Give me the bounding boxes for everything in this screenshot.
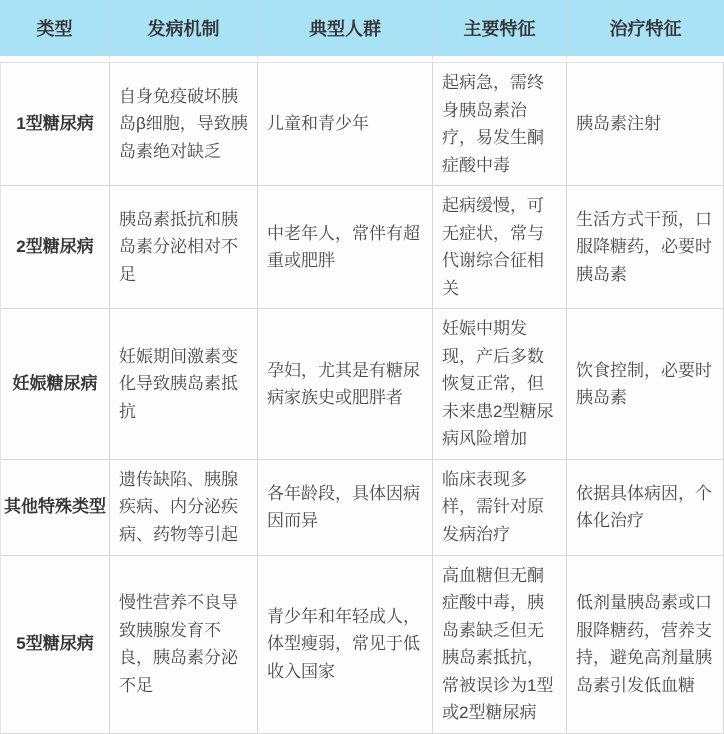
cell-mechanism: 遗传缺陷、胰腺疾病、内分泌疾病、药物等引起: [110, 460, 258, 556]
cell-mechanism: 妊娠期间激素变化导致胰岛素抵抗: [110, 309, 258, 460]
cell-treatment: 低剂量胰岛素或口服降糖药，营养支持，避免高剂量胰岛素引发低血糖: [567, 556, 724, 734]
cell-population: 儿童和青少年: [258, 62, 433, 186]
cell-treatment: 胰岛素注射: [567, 62, 724, 186]
cell-mechanism: 慢性营养不良导致胰腺发育不良，胰岛素分泌不足: [110, 556, 258, 734]
cell-mechanism: 自身免疫破坏胰岛β细胞，导致胰岛素绝对缺乏: [110, 62, 258, 186]
cell-type: 2型糖尿病: [0, 186, 110, 309]
cell-mechanism: 胰岛素抵抗和胰岛素分泌相对不足: [110, 186, 258, 309]
table-row-type1: [0, 62, 724, 186]
cell-type: 其他特殊类型: [0, 460, 110, 556]
column-header-population: 典型人群: [258, 0, 433, 62]
cell-treatment: 依据具体病因，个体化治疗: [567, 460, 724, 556]
table-row-gestational: [0, 309, 724, 460]
column-header-features: 主要特征: [433, 0, 567, 62]
header-row: [0, 0, 724, 62]
cell-features: 高血糖但无酮症酸中毒，胰岛素缺乏但无胰岛素抵抗，常被误诊为1型或2型糖尿病: [433, 556, 567, 734]
cell-population: 孕妇，尤其是有糖尿病家族史或肥胖者: [258, 309, 433, 460]
cell-features: 起病急，需终身胰岛素治疗，易发生酮症酸中毒: [433, 62, 567, 186]
cell-type: 5型糖尿病: [0, 556, 110, 734]
cell-type: 1型糖尿病: [0, 62, 110, 186]
table-row-other-special: [0, 460, 724, 556]
cell-treatment: 饮食控制，必要时胰岛素: [567, 309, 724, 460]
cell-features: 起病缓慢，可无症状，常与代谢综合征相关: [433, 186, 567, 309]
column-header-treatment: 治疗特征: [567, 0, 724, 62]
table-row-type5: [0, 556, 724, 734]
cell-population: 各年龄段，具体因病因而异: [258, 460, 433, 556]
cell-features: 妊娠中期发现，产后多数恢复正常，但未来患2型糖尿病风险增加: [433, 309, 567, 460]
table-body: [0, 62, 724, 734]
cell-population: 中老年人，常伴有超重或肥胖: [258, 186, 433, 309]
cell-type: 妊娠糖尿病: [0, 309, 110, 460]
table-row-type2: [0, 186, 724, 309]
column-header-mechanism: 发病机制: [110, 0, 258, 62]
table-header: [0, 0, 724, 62]
cell-population: 青少年和年轻成人，体型瘦弱，常见于低收入国家: [258, 556, 433, 734]
cell-treatment: 生活方式干预，口服降糖药，必要时胰岛素: [567, 186, 724, 309]
cell-features: 临床表现多样，需针对原发病治疗: [433, 460, 567, 556]
column-header-type: 类型: [0, 0, 110, 62]
